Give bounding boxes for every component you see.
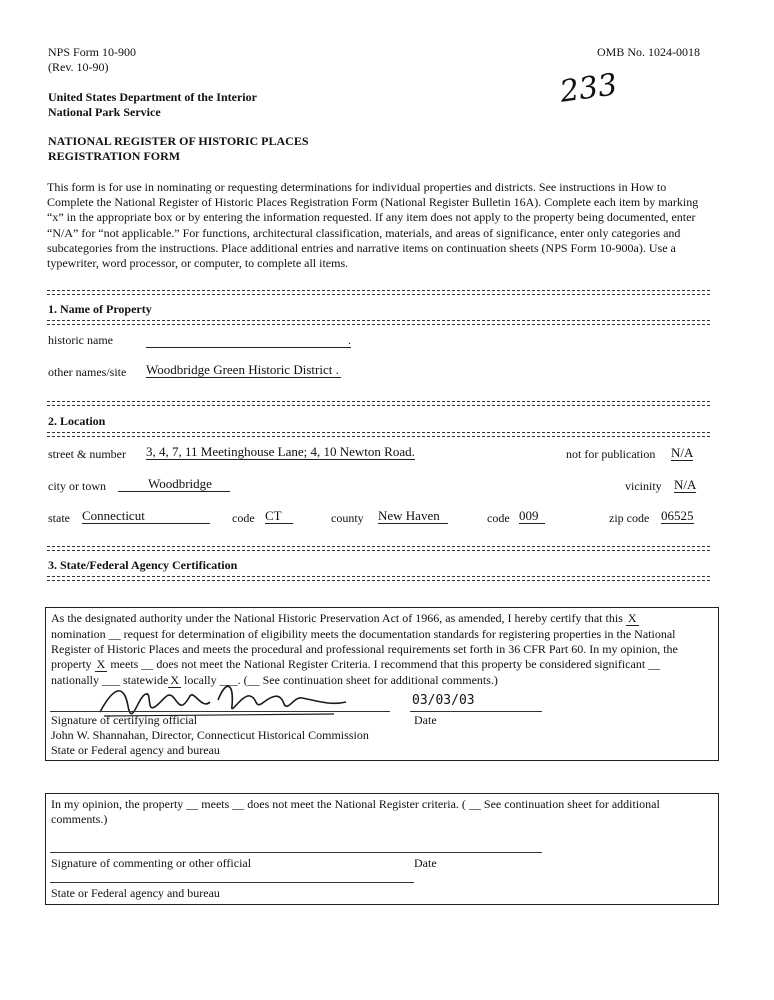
- street-field: 3, 4, 7, 11 Meetinghouse Lane; 4, 10 Newton Road.: [146, 444, 415, 459]
- cert-line3: Register of Historic Places and meets the procedural and professional requirements set forth in 36 CFR Part 60. In my opinion, the: [51, 642, 678, 656]
- section-divider: [47, 432, 710, 437]
- form-title-line1: NATIONAL REGISTER OF HISTORIC PLACES: [48, 134, 309, 148]
- cert-line2: nomination __ request for determination of eligibility meets the documentation standards for registering properties in the National: [51, 627, 676, 641]
- state-code-field: CT: [265, 509, 293, 524]
- official-name: John W. Shannahan, Director, Connecticut Historical Commission: [51, 728, 369, 742]
- certification-box: [45, 607, 719, 761]
- section2-heading: 2. Location: [48, 414, 106, 428]
- cert-line5: nationally ___ statewide X locally ___. (__ See continuation sheet for additional comments.): [51, 673, 498, 687]
- cert-line1: As the designated authority under the National Historic Preservation Act of 1966, as amended, I hereby certify that this X: [51, 611, 637, 625]
- cert-line4: property X meets __ does not meet the National Register Criteria. I recommend that this property be considered significant __: [51, 657, 661, 671]
- street-label: street & number: [48, 447, 126, 461]
- omb-number: OMB No. 1024-0018: [597, 45, 701, 59]
- cert-statewide-mark: X: [170, 673, 179, 687]
- other-names-label: other names/site: [48, 365, 127, 379]
- cert-nomination-mark: X: [627, 611, 637, 625]
- signature-label: Signature of certifying official: [51, 713, 198, 727]
- section-divider: [47, 320, 710, 325]
- agency-label: State or Federal agency and bureau: [51, 743, 220, 757]
- county-label: county: [331, 511, 364, 525]
- date-line: [410, 711, 542, 712]
- county-field: New Haven: [378, 509, 448, 524]
- cert-meets-mark: X: [96, 657, 106, 671]
- section-divider: [47, 290, 710, 295]
- not-for-publication-label: not for publication: [566, 447, 656, 461]
- section-divider: [47, 546, 710, 551]
- department-name: United States Department of the Interior: [48, 90, 257, 104]
- intro-paragraph: This form is for use in nominating or requesting determinations for individual properties and districts. See instructions in How to Complete the National Register of Historic Places Registration Form (National Register Bulletin 16A). Complete each item by marking “x” in the appropriate box or by entering the information requested. If any item does not apply to the property being documented, enter “N/A” for “not applicable.” For functions, architectural classification, materials, and areas of significance, enter only categories and subcategories from the instructions. Place additional entries and narrative items on continuation sheets (NPS Form 10-900a). Use a typewriter, word processor, or computer, to complete all items.: [47, 180, 699, 271]
- state-field: Connecticut: [82, 509, 210, 524]
- service-name: National Park Service: [48, 105, 161, 119]
- state-label: state: [48, 511, 70, 525]
- section1-heading: 1. Name of Property: [48, 302, 152, 316]
- historic-name-label: historic name: [48, 333, 113, 347]
- opinion-box: [45, 793, 719, 905]
- commenting-date-label: Date: [414, 856, 437, 870]
- state-code-label: code: [232, 511, 255, 525]
- city-label: city or town: [48, 479, 106, 493]
- opinion-line2: comments.): [51, 812, 108, 826]
- commenting-signature-label: Signature of commenting or other official: [51, 856, 252, 870]
- section-divider: [47, 576, 710, 581]
- county-code-field: 009: [519, 509, 545, 524]
- certification-date: 03/03/03: [412, 693, 475, 708]
- section3-heading: 3. State/Federal Agency Certification: [48, 558, 238, 572]
- handwritten-number: 233: [557, 67, 620, 110]
- commenting-signature-line: [50, 852, 542, 853]
- zip-code-label: zip code: [609, 511, 650, 525]
- city-field: Woodbridge: [118, 477, 230, 492]
- county-code-label: code: [487, 511, 510, 525]
- historic-name-field: .: [146, 333, 351, 348]
- form-title-line2: REGISTRATION FORM: [48, 149, 181, 163]
- other-names-field: Woodbridge Green Historic District .: [146, 362, 339, 377]
- form-number: NPS Form 10-900: [48, 45, 137, 59]
- signature-line: [50, 711, 390, 712]
- not-for-publication-field: N/A: [671, 445, 694, 460]
- section-divider: [47, 401, 710, 406]
- date-label: Date: [414, 713, 437, 727]
- zip-code-field: 06525: [661, 508, 694, 523]
- opinion-line1: In my opinion, the property __ meets __ does not meet the National Register criteria. ( __ See continuation sheet for additional: [51, 797, 660, 811]
- vicinity-field: N/A: [674, 477, 697, 492]
- agency-line: [50, 882, 414, 883]
- form-revision: (Rev. 10-90): [48, 60, 109, 74]
- vicinity-label: vicinity: [625, 479, 662, 493]
- commenting-agency-label: State or Federal agency and bureau: [51, 886, 220, 900]
